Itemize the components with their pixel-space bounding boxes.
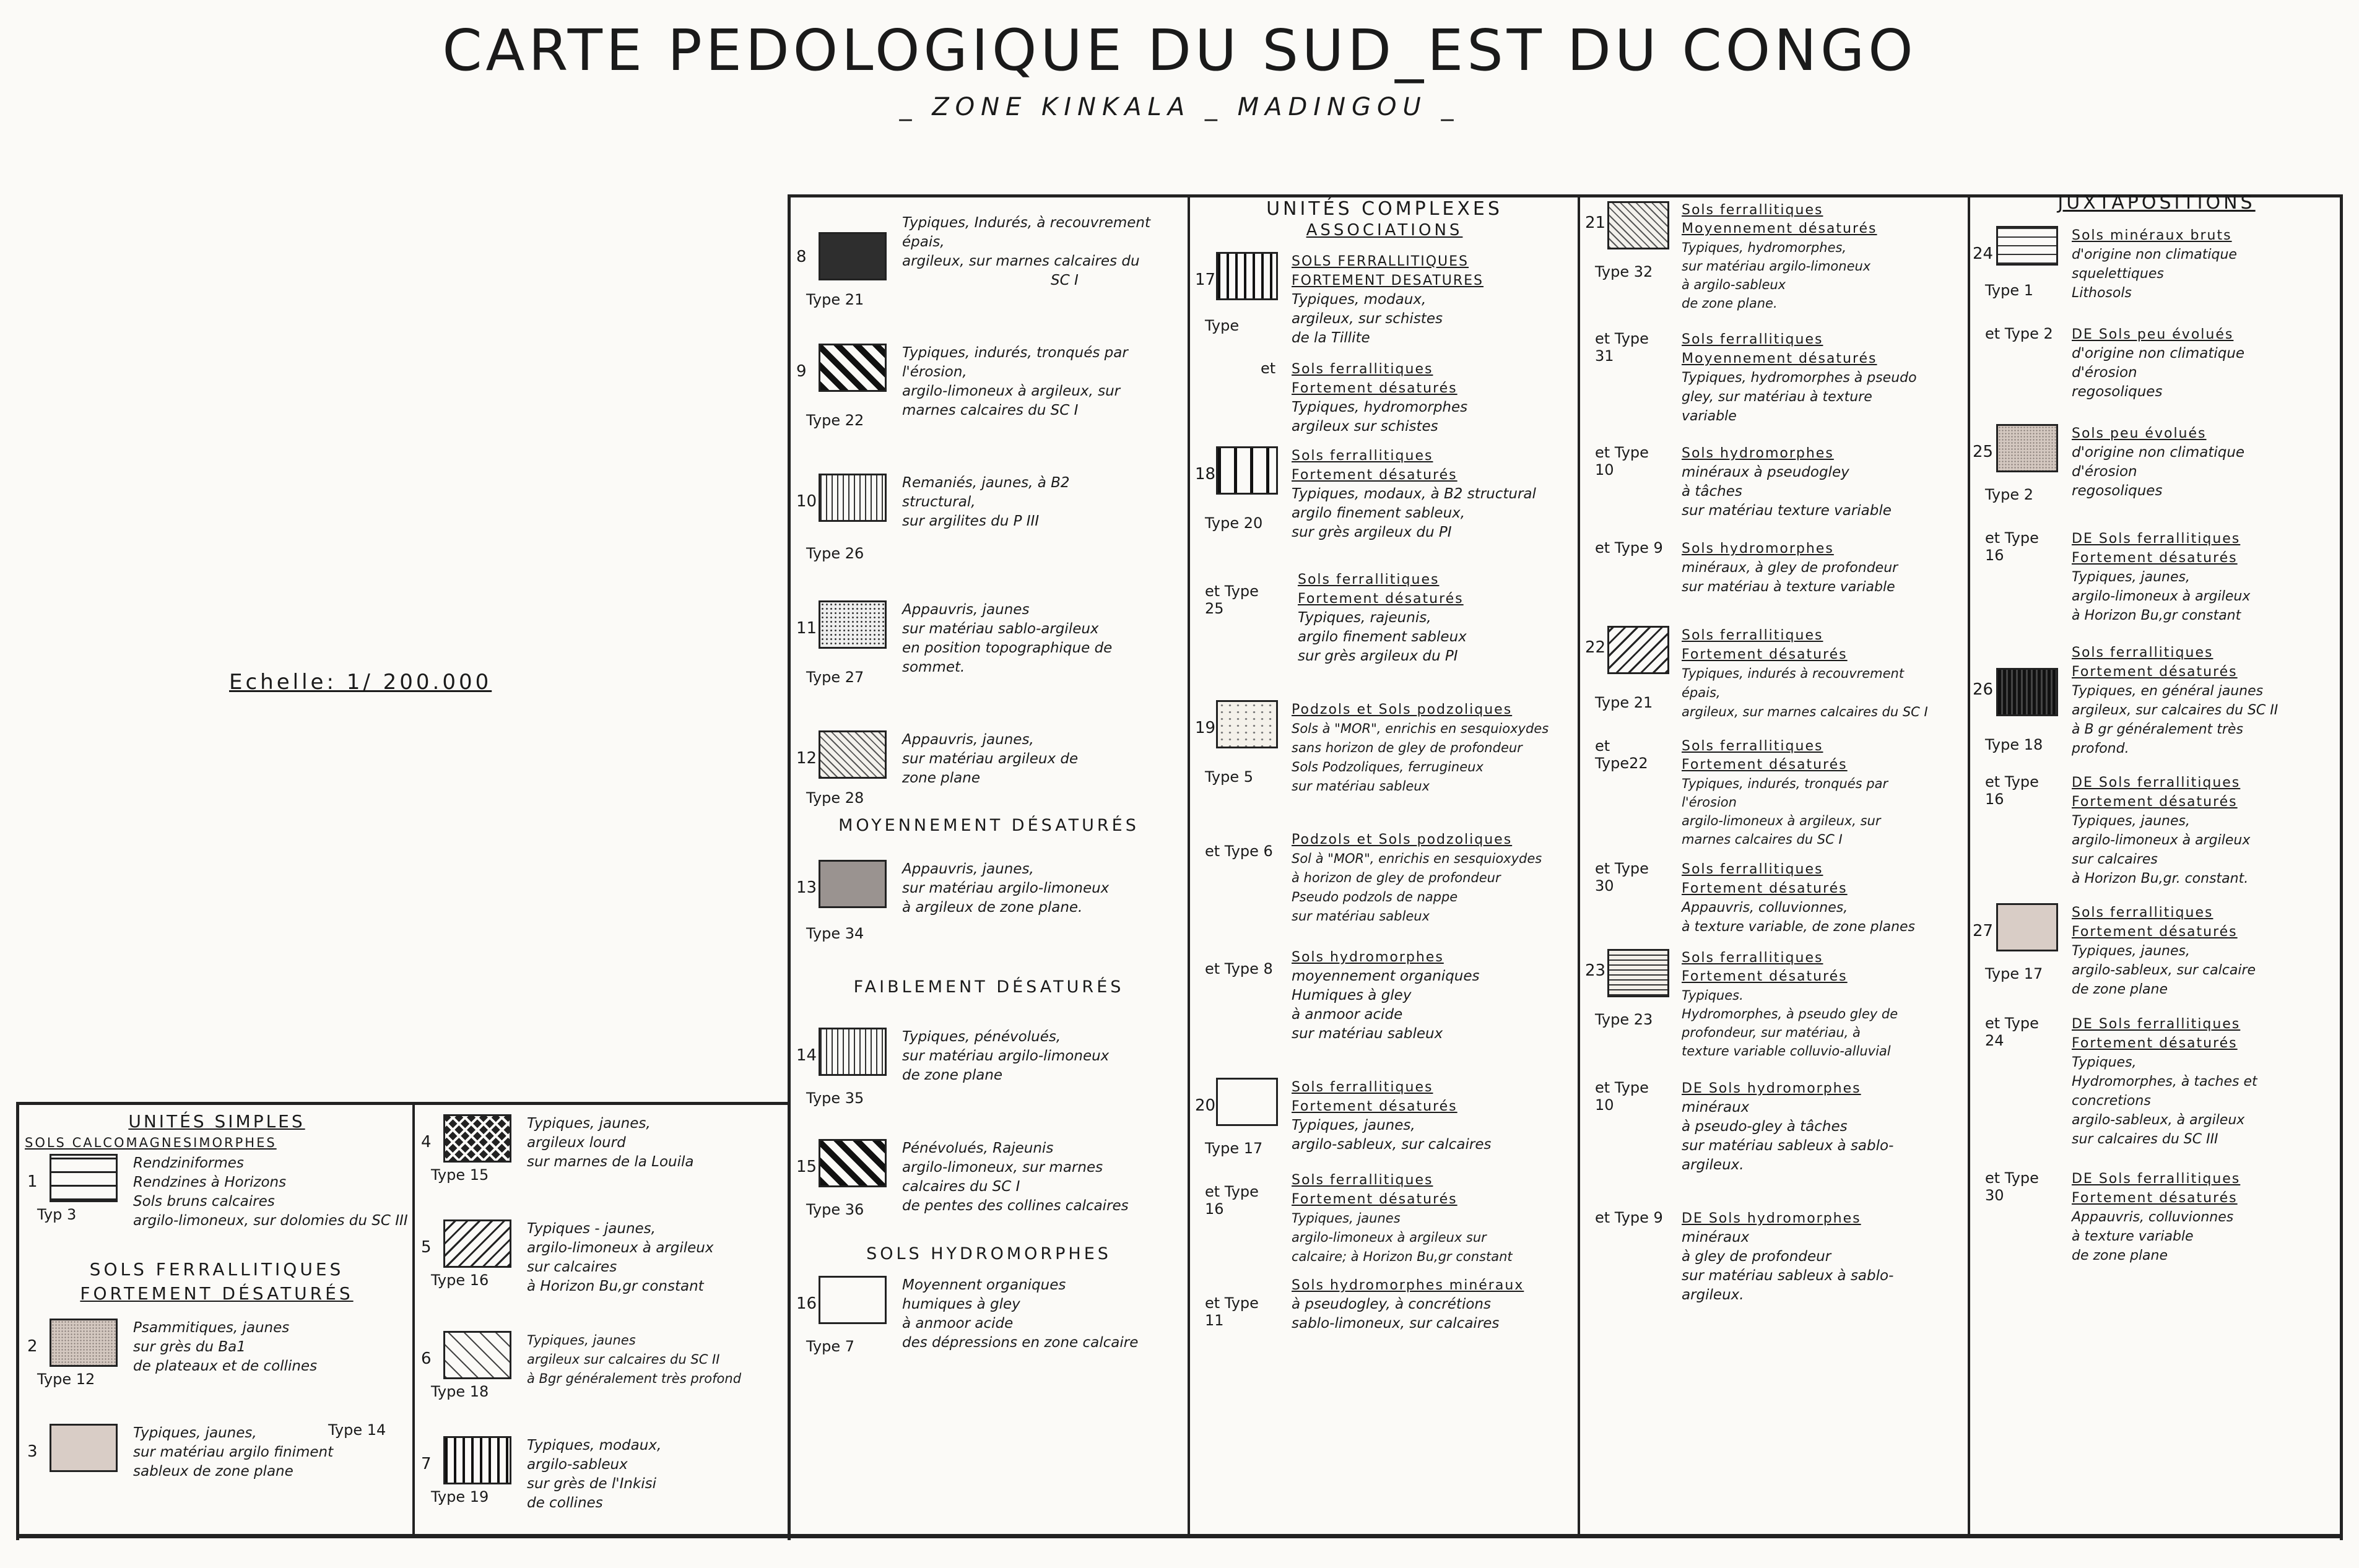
unites-simples-col-b [419, 1114, 790, 1523]
jux-entry-27: 27 Type 17 Sols ferrallitiques Fortement désaturés Typiques, jaunes, argilo-sableux, sur calcaire de zone plane [1973, 903, 2340, 1008]
legend-entry-10: 10 Type 26 Remaniés, jaunes, à B2 structural, sur argilites du P III [796, 475, 1070, 562]
legend-entry-11: 11 Type 27 Appauvris, jaunes sur matériau sablo-argileux en position topographique de sommet. [796, 602, 1113, 686]
assoc-entry-19: 19 Type 5 Podzols et Sols podzoliques Sols à "MOR", enrichis en sesquioxydes sans horizon de gley de profondeur Sols Podzoliques, ferrugineux sur matériau sableux [1193, 700, 1576, 818]
swatch-8 [819, 232, 887, 280]
group-moyennement: MOYENNEMENT DÉSATURÉS [838, 816, 1139, 835]
legend-col-4 [1973, 192, 2340, 1287]
associations-heading: ASSOCIATIONS [1306, 221, 1463, 240]
legend-entry-12: 12 Type 28 Appauvris, jaunes, sur matériau argileux de zone plane [796, 732, 1079, 807]
assoc-entry-19c: et Type 8 Sols hydromorphes moyennement organiques Humiques à gley à anmoor acide sur matériau sableux [1205, 950, 1480, 1042]
swatch-22 [1607, 626, 1669, 674]
swatch-11 [819, 600, 887, 649]
assoc-entry-22b: et Type22 Sols ferrallitiques Fortement désaturés Typiques, indurés, tronqués par l'érosion argilo-limoneux à argileux, sur marnes calcaires du SC I [1595, 737, 1888, 847]
jux-entry-26b: et Type 16 DE Sols ferrallitiques Fortement désaturés Typiques, jaunes, argilo-limoneux à argileux sur calcaires à Horizon Bu,gr. constant. [1985, 773, 2251, 886]
unites-simples-heading: UNITÉS SIMPLES [128, 1111, 305, 1132]
assoc-entry-22c: et Type 30 Sols ferrallitiques Fortement désaturés Appauvris, colluvionnes, à texture variable, de zone planes [1595, 860, 1916, 935]
unites-simples-col-a [25, 1111, 409, 1510]
legend-entry-6: 6 Type 18 Typiques, jaunes argileux sur calcaires du SC II à Bgr généralement très profond [419, 1331, 790, 1418]
legend-entry-1: 1 Typ 3 Rendziniformes Rendzines à Horizons Sols bruns calcaires argilo-limoneux, sur dolomies du SC III [27, 1155, 408, 1229]
divider-4 [1968, 194, 1970, 1538]
group-ferrallitiques-a: SOLS FERRALLITIQUES [89, 1259, 344, 1280]
legend-entry-2: 2 Type 12 Psammitiques, jaunes sur grès du Ba1 de plateaux et de collines [27, 1320, 318, 1388]
group-ferrallitiques-b: FORTEMENT DÉSATURÉS [80, 1283, 354, 1304]
swatch-24 [1996, 226, 2058, 266]
assoc-entry-21b: et Type 31 Sols ferrallitiques Moyennement désaturés Typiques, hydromorphes à pseudo gley, sur matériau à texture variable [1595, 330, 1917, 424]
assoc-entry-21: 21 Type 32 Sols ferrallitiques Moyennement désaturés Typiques, hydromorphes, sur matériau argilo-limoneux à argilo-sableux de zone plane. [1585, 202, 1877, 311]
map-title: CARTE PEDOLOGIQUE DU SUD_EST DU CONGO [442, 17, 1917, 84]
divider-2 [1188, 194, 1190, 1538]
assoc-entry-23c: et Type 9 DE Sols hydromorphes minéraux à gley de profondeur sur matériau sableux à sablo- argileux. [1595, 1209, 1894, 1303]
divider-1 [412, 1102, 415, 1538]
swatch-12 [819, 730, 887, 779]
swatch-4 [443, 1114, 511, 1163]
assoc-entry-21d: et Type 9 Sols hydromorphes minéraux, à gley de profondeur sur matériau à texture variable [1595, 539, 1898, 595]
swatch-14 [819, 1028, 887, 1076]
assoc-entry-20c: et Type 11 Sols hydromorphes minéraux à pseudogley, à concrétions sablo-limoneux, sur calcaires [1205, 1278, 1524, 1332]
swatch-10 [819, 474, 887, 522]
assoc-entry-23: 23 Type 23 Sols ferrallitiques Fortement désaturés Typiques. Hydromorphes, à pseudo gley de profondeur, sur matériau, à texture variable colluvio-alluvial [1585, 950, 1898, 1059]
legend-entry-14: 14 Type 35 Typiques, pénévolués, sur matériau argilo-limoneux de zone plane [796, 1029, 1110, 1107]
legend-entry-3: 3 Typiques, jaunes, sur matériau argilo finiment sableux de zone plane Type 14 [27, 1421, 386, 1479]
swatch-21 [1607, 201, 1669, 249]
swatch-7 [443, 1436, 511, 1484]
legend-col-3 [1583, 201, 1966, 1327]
assoc-entry-18b: et Type 25 Sols ferrallitiques Fortement désaturés Typiques, rajeunis, argilo finement sableux sur grès argileux du PI [1205, 572, 1467, 664]
assoc-entry-22: 22 Type 21 Sols ferrallitiques Fortement désaturés Typiques, indurés à recouvrement épais, argileux, sur marnes calcaires du SC I [1583, 626, 1966, 731]
legend-col-1 [794, 214, 1184, 1362]
swatch-25 [1996, 424, 2058, 472]
legend-entry-5: 5 Type 16 Typiques - jaunes, argilo-limoneux à argileux sur calcaires à Horizon Bu,gr constant [421, 1221, 714, 1294]
assoc-entry-23b: et Type 10 DE Sols hydromorphes minéraux à pseudo-gley à tâches sur matériau sableux à sablo- argileux. [1595, 1079, 1894, 1173]
assoc-entry-17b: et Sols ferrallitiques Fortement désaturés Typiques, hydromorphes argileux sur schistes [1261, 360, 1468, 435]
jux-entry-25: 25 Type 2 Sols peu évolués d'origine non climatique d'érosion regosoliques [1973, 424, 2340, 523]
legend-col-2 [1193, 198, 1576, 1356]
swatch-2 [50, 1319, 118, 1367]
juxtapositions-heading: JUXTAPOSITIONS [2057, 192, 2256, 214]
group-hydromorphes: SOLS HYDROMORPHES [866, 1244, 1111, 1263]
legend-entry-16: 16 Type 7 Moyennent organiques humiques à gley à anmoor acide des dépressions en zone calcaire [796, 1277, 1139, 1355]
map-scale: Echelle: 1/ 200.000 [229, 670, 492, 695]
legend-entry-13: 13 Type 34 Appauvris, jaunes, sur matériau argilo-limoneux à argileux de zone plane. [796, 861, 1110, 942]
swatch-6 [443, 1331, 511, 1379]
jux-entry-27b: et Type 24 DE Sols ferrallitiques Fortement désaturés Typiques, Hydromorphes, à taches et concretions argilo-sableux, à argileux sur calcaires du SC III [1985, 1015, 2257, 1147]
jux-entry-25b: et Type 16 DE Sols ferrallitiques Fortement désaturés Typiques, jaunes, argilo-limoneux à argileux à Horizon Bu,gr constant [1985, 529, 2251, 623]
group-faiblement: FAIBLEMENT DÉSATURÉS [853, 977, 1124, 997]
swatch-13 [819, 860, 887, 908]
assoc-entry-17: 17 Type SOLS FERRALLITIQUES FORTEMENT DESATURES Typiques, modaux, argileux, sur schistes de la Tillite [1193, 252, 1576, 351]
assoc-entry-21c: et Type 10 Sols hydromorphes minéraux à pseudogley à tâches sur matériau texture variable [1595, 444, 1892, 519]
swatch-27 [1996, 903, 2058, 951]
swatch-5 [443, 1219, 511, 1268]
swatch-3 [50, 1424, 118, 1472]
bottom-rule [16, 1534, 2343, 1538]
jux-entry-24b: et Type 2 DE Sols peu évolués d'origine non climatique d'érosion regosoliques [1985, 325, 2245, 400]
map-subtitle: _ ZONE KINKALA _ MADINGOU _ [899, 93, 1460, 121]
assoc-entry-20: 20 Type 17 Sols ferrallitiques Fortement désaturés Typiques, jaunes, argilo-sableux, sur calcaires [1193, 1078, 1576, 1164]
swatch-16 [819, 1276, 887, 1324]
swatch-15 [819, 1139, 887, 1187]
assoc-entry-19b: et Type 6 Podzols et Sols podzoliques Sol à "MOR", enrichis en sesquioxydes à horizon de gley de profondeur Pseudo podzols de nappe sur matériau sableux [1205, 832, 1542, 924]
legend-entry-8: 8 Type 21 Typiques, Indurés, à recouvrement épais, argileux, sur marnes calcaires du SC I [796, 215, 1151, 308]
swatch-26 [1996, 668, 2058, 716]
swatch-9 [819, 344, 887, 392]
swatch-19 [1216, 700, 1278, 748]
legend-entry-7: 7 Type 19 Typiques, modaux, argilo-sableux sur grès de l'Inkisi de collines [421, 1437, 662, 1511]
legend-entry-4: 4 Type 15 Typiques, jaunes, argileux lourd sur marnes de la Louila [421, 1115, 694, 1184]
divider-3 [1578, 194, 1580, 1538]
assoc-entry-20b: et Type 16 Sols ferrallitiques Fortement désaturés Typiques, jaunes argilo-limoneux à argileux sur calcaire; à Horizon Bu,gr constant [1205, 1172, 1513, 1264]
swatch-20 [1216, 1078, 1278, 1126]
legend-entry-15: 15 Type 36 Pénévolués, Rajeunis argilo-limoneux, sur marnes calcaires du SC I de pentes des collines calcaires [796, 1140, 1129, 1218]
jux-entry-24: 24 Type 1 Sols minéraux bruts d'origine non climatique squelettiques Lithosols [1973, 226, 2340, 319]
swatch-1 [50, 1154, 118, 1202]
swatch-17 [1216, 252, 1278, 300]
swatch-23 [1607, 949, 1669, 997]
group-calcomagnesimorphes: SOLS CALCOMAGNESIMORPHES [25, 1135, 277, 1150]
legend-entry-9: 9 Type 22 Typiques, indurés, tronqués par l'érosion, argilo-limoneux à argileux, sur marnes calcaires du SC I [796, 345, 1128, 429]
jux-entry-27c: et Type 30 DE Sols ferrallitiques Fortement désaturés Appauvris, colluvionnes à texture variable de zone plane [1985, 1169, 2241, 1263]
assoc-entry-18: 18 Type 20 Sols ferrallitiques Fortement désaturés Typiques, modaux, à B2 structural argilo finement sableux, sur grès argileux du PI [1193, 446, 1576, 552]
jux-entry-26: 26 Type 18 Sols ferrallitiques Fortement désaturés Typiques, en général jaunes argileux, sur calcaires du SC II à B gr généralement très profond. [1973, 645, 2279, 756]
swatch-18 [1216, 446, 1278, 495]
unites-complexes-heading: UNITÉS COMPLEXES [1266, 198, 1503, 220]
